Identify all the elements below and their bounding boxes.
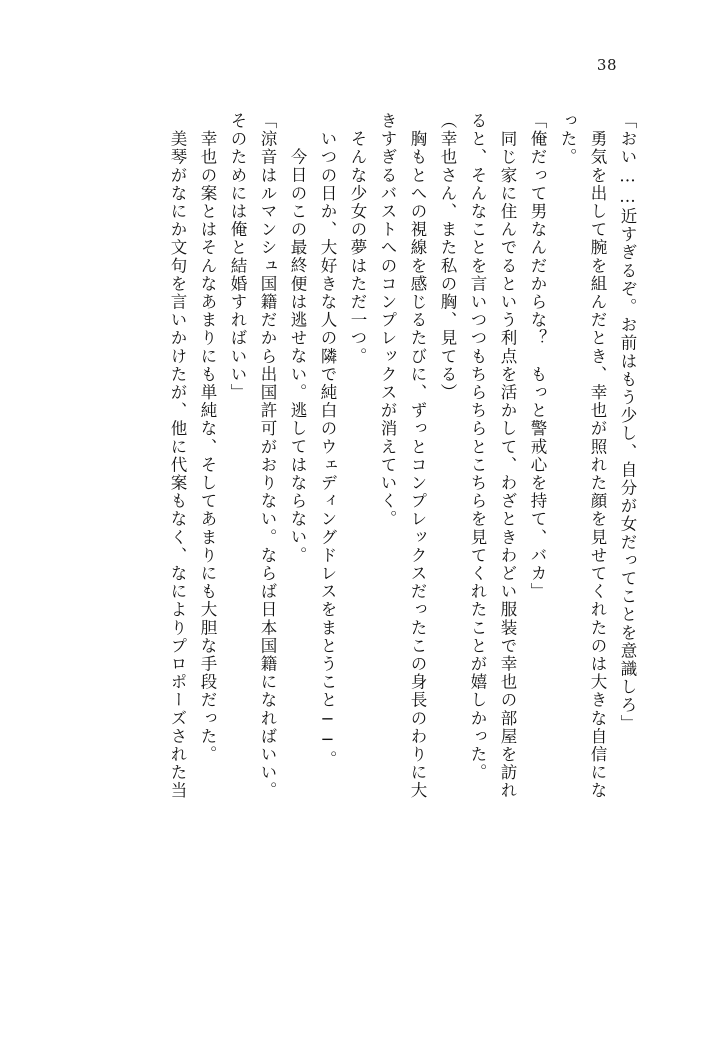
- text-column: 同じ家に住んでるという利点を活かして、わざときわどい服装で幸也の部屋を訪れ: [498, 112, 517, 800]
- text-column: 今日のこの最終便は逃せない。逃してはならない。: [288, 130, 307, 565]
- text-column: きすぎるバストへのコンプレックスが消えていく。: [378, 112, 397, 529]
- text-column: 「涼音はルマンシュ国籍だから出国許可がおりない。ならば日本国籍になればいい。: [258, 112, 277, 800]
- vertical-text-body: [60, 112, 635, 962]
- text-column: 胸もとへの視線を感じるたびに、ずっとコンプレックスだったこの身長のわりに大: [408, 112, 427, 800]
- text-column: いつの日か、大好きな人の隣で純白のウェディングドレスをまとうこと──。: [318, 112, 337, 769]
- text-column: ると、そんなことを言いつつもちらちらとこちらを見てくれたことが嬉しかった。: [468, 112, 487, 782]
- text-column: そんな少女の夢はただ一つ。: [348, 112, 367, 366]
- text-column: 幸也の案とはそんなあまりにも単純な、そしてあまりにも大胆な手段だった。: [198, 112, 217, 764]
- text-column: 勇気を出して腕を組んだとき、幸也が照れた顔を見せてくれたのは大きな自信にな: [588, 112, 607, 800]
- text-column: そのためには俺と結婚すればいい」: [228, 112, 247, 402]
- text-column: 「俺だって男なんだからな？ もっと警戒心を持て、バカ」: [528, 112, 547, 601]
- text-column: （幸也さん、また私の胸、見てる）: [438, 112, 457, 402]
- page-number: 38: [596, 56, 617, 74]
- text-column: 美琴がなにか文句を言いかけたが、他に代案もなく、なによりプロポーズされた当: [168, 112, 187, 800]
- text-column: った。: [558, 112, 577, 167]
- text-column: 「おい……近すぎるぞ。お前はもう少し、自分が女だってことを意識しろ」: [618, 112, 637, 733]
